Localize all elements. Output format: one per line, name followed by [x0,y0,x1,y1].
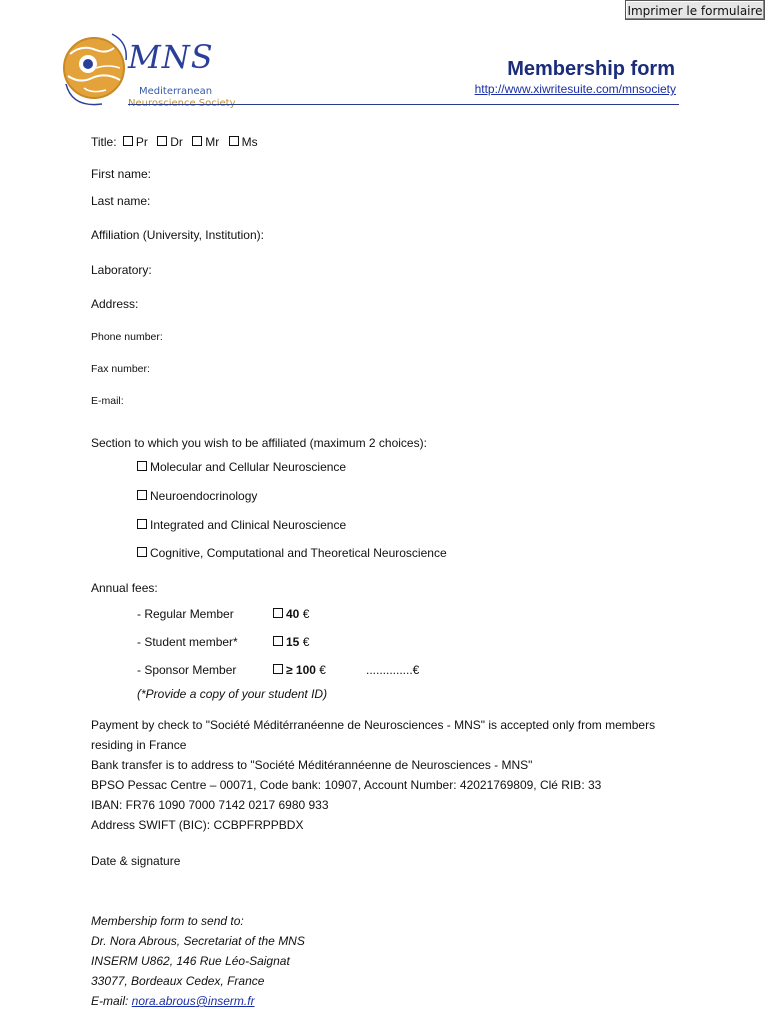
logo-subtitle-line1: Mediterranean [139,86,213,97]
checkbox-icon[interactable] [229,136,239,146]
header-divider [128,104,679,105]
fee-option-student[interactable]: 15 € [273,635,309,649]
fee-option-regular[interactable]: 40 € [273,607,309,621]
fee-name-regular: - Regular Member [137,607,234,621]
title-field [91,135,258,149]
email-link[interactable]: nora.abrous@inserm.fr [131,994,255,1008]
send-line: 33077, Bordeaux Cedex, France [91,974,265,988]
title-label: Title: [91,135,117,149]
payment-line: Bank transfer is to address to "Société Méditérannéenne de Neurosciences - MNS" [91,758,533,772]
logo-wordmark: MNS [128,38,214,76]
checkbox-icon[interactable] [137,519,147,529]
first-name-field[interactable]: First name: [91,167,152,181]
send-email-line: E-mail: nora.abrous@inserm.fr [91,994,255,1008]
send-line: Membership form to send to: [91,914,244,928]
sponsor-amount-field[interactable]: ..............€ [366,663,420,677]
checkbox-icon[interactable] [273,664,283,674]
checkbox-icon[interactable] [137,490,147,500]
section-option-cognitive[interactable]: Cognitive, Computational and Theoretical Neuroscience [137,546,447,560]
laboratory-field[interactable]: Laboratory: [91,263,152,277]
society-url-link[interactable]: http://www.xiwritesuite.com/mnsociety [474,82,676,96]
section-option-neuroendocrinology[interactable]: Neuroendocrinology [137,489,257,503]
payment-line: residing in France [91,738,187,752]
checkbox-icon[interactable] [123,136,133,146]
payment-line: Payment by check to "Société Méditérranéenne de Neurosciences - MNS" is accepted only from members [91,718,656,732]
checkbox-icon[interactable] [137,547,147,557]
fax-field[interactable]: Fax number: [91,363,150,375]
send-line: INSERM U862, 146 Rue Léo-Saignat [91,954,290,968]
phone-field[interactable]: Phone number: [91,331,163,343]
fee-name-sponsor: - Sponsor Member [137,663,237,677]
title-option-mr[interactable]: Mr [192,135,219,149]
title-option-ms[interactable]: Ms [229,135,258,149]
page-title: Membership form [507,58,675,80]
send-line: Dr. Nora Abrous, Secretariat of the MNS [91,934,305,948]
checkbox-icon[interactable] [137,461,147,471]
send-to-block [91,911,305,1011]
payment-line: BPSO Pessac Centre – 00071, Code bank: 10907, Account Number: 42021769809, Clé RIB: 33 [91,778,602,792]
date-signature-field[interactable]: Date & signature [91,854,181,868]
payment-info [91,715,655,835]
email-field[interactable]: E-mail: [91,395,124,407]
checkbox-icon[interactable] [273,608,283,618]
payment-line: Address SWIFT (BIC): CCBPFRPPBDX [91,818,304,832]
affiliation-field[interactable]: Affiliation (University, Institution): [91,228,264,242]
section-prompt: Section to which you wish to be affiliated (maximum 2 choices): [91,436,427,450]
print-form-button[interactable]: Imprimer le formulaire [625,0,765,20]
last-name-field[interactable]: Last name: [91,194,151,208]
checkbox-icon[interactable] [273,636,283,646]
section-option-molecular[interactable]: Molecular and Cellular Neuroscience [137,460,346,474]
checkbox-icon[interactable] [157,136,167,146]
fee-name-student: - Student member* [137,635,238,649]
address-field[interactable]: Address: [91,297,139,311]
title-option-dr[interactable]: Dr [157,135,183,149]
section-option-integrated[interactable]: Integrated and Clinical Neuroscience [137,518,346,532]
payment-line: IBAN: FR76 1090 7000 7142 0217 6980 933 [91,798,329,812]
fees-label: Annual fees: [91,581,158,595]
fee-option-sponsor[interactable]: ≥ 100 € [273,663,326,677]
title-option-pr[interactable]: Pr [123,135,148,149]
student-note: (*Provide a copy of your student ID) [137,687,328,701]
checkbox-icon[interactable] [192,136,202,146]
